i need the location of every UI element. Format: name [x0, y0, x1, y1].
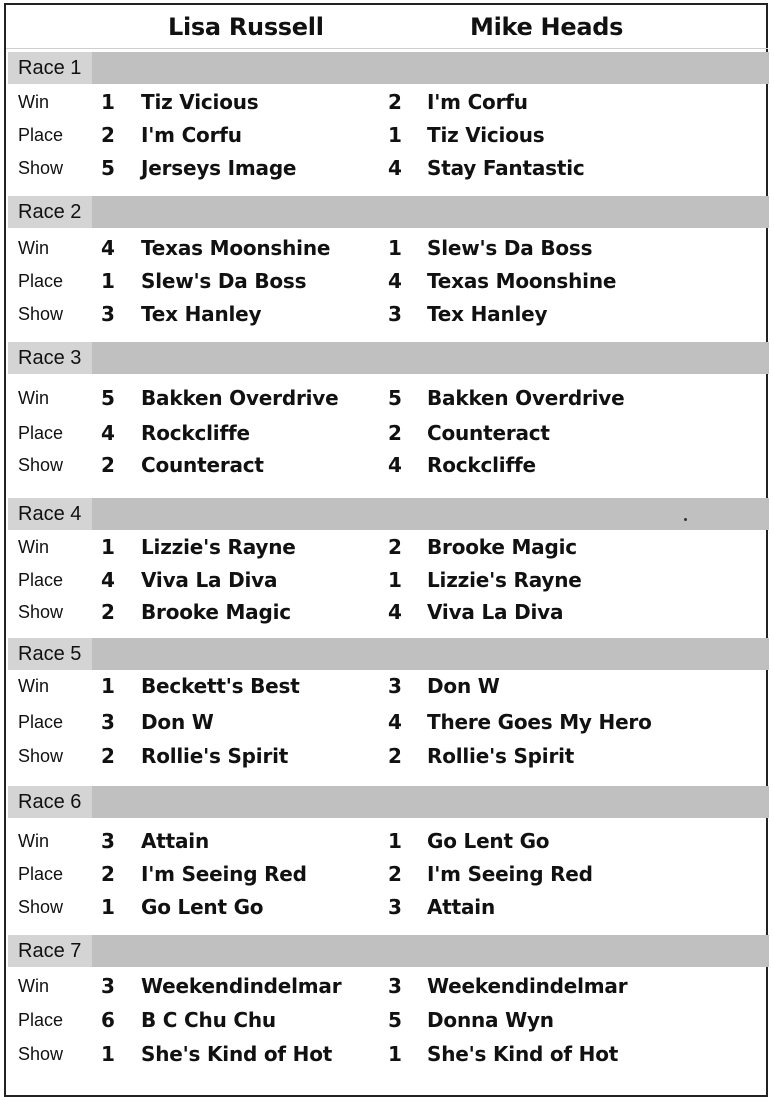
player2-number: 3 — [388, 895, 402, 919]
position-label: Win — [18, 676, 49, 696]
pick-row — [0, 1039, 774, 1069]
player2-horse: Tex Hanley — [427, 302, 548, 326]
player1-horse: Counteract — [141, 453, 264, 477]
player2-horse: Weekendindelmar — [427, 974, 628, 998]
player1-number: 3 — [101, 974, 115, 998]
player1-horse: Tex Hanley — [141, 302, 262, 326]
race-label: Race 5 — [8, 638, 92, 670]
player2-number: 4 — [388, 156, 402, 180]
position-label: Show — [18, 1044, 64, 1064]
race-header-bar — [8, 196, 769, 228]
pick-row — [0, 153, 774, 183]
player1-horse: Jerseys Image — [141, 156, 297, 180]
pick-row — [0, 859, 774, 889]
player2-horse: Donna Wyn — [427, 1008, 554, 1032]
position-label: Place — [18, 271, 64, 291]
position-label: Place — [18, 423, 64, 443]
player1-horse: Weekendindelmar — [141, 974, 342, 998]
race-header-bar — [8, 638, 769, 670]
player1-number: 3 — [101, 710, 115, 734]
position-label: Show — [18, 602, 64, 622]
player2-horse: I'm Seeing Red — [427, 862, 593, 886]
player1-number: 4 — [101, 421, 115, 445]
position-label: Win — [18, 537, 49, 557]
column-header-mike-heads: Mike Heads — [470, 13, 624, 41]
position-label: Place — [18, 864, 64, 884]
player1-horse: Don W — [141, 710, 214, 734]
player1-number: 6 — [101, 1008, 115, 1032]
player2-horse: Attain — [427, 895, 495, 919]
player2-horse: She's Kind of Hot — [427, 1042, 619, 1066]
player2-horse: Tiz Vicious — [427, 123, 545, 147]
player1-horse: Bakken Overdrive — [141, 386, 339, 410]
position-label: Win — [18, 831, 49, 851]
race-label: Race 2 — [8, 196, 92, 228]
race-header-bar — [8, 935, 769, 967]
player2-number: 1 — [388, 568, 402, 592]
pick-row — [0, 532, 774, 562]
player2-number: 2 — [388, 90, 402, 114]
race-label: Race 1 — [8, 52, 92, 84]
pick-row — [0, 120, 774, 150]
pick-row — [0, 597, 774, 627]
pick-row — [0, 892, 774, 922]
pick-row — [0, 741, 774, 771]
race-header-bar — [8, 52, 769, 84]
pick-row — [0, 233, 774, 263]
player1-horse: Tiz Vicious — [141, 90, 259, 114]
player1-horse: B C Chu Chu — [141, 1008, 276, 1032]
player1-number: 3 — [101, 829, 115, 853]
position-label: Win — [18, 92, 49, 112]
player1-number: 1 — [101, 269, 115, 293]
pick-row — [0, 87, 774, 117]
player2-number: 4 — [388, 453, 402, 477]
position-label: Show — [18, 304, 64, 324]
player1-number: 2 — [101, 453, 115, 477]
race-header-bar — [8, 342, 769, 374]
player2-number: 5 — [388, 1008, 402, 1032]
player2-number: 1 — [388, 1042, 402, 1066]
player1-number: 2 — [101, 123, 115, 147]
player2-horse: Slew's Da Boss — [427, 236, 593, 260]
player1-number: 1 — [101, 1042, 115, 1066]
player1-number: 5 — [101, 156, 115, 180]
column-header-lisa-russell: Lisa Russell — [168, 13, 324, 41]
player2-horse: Brooke Magic — [427, 535, 577, 559]
player1-number: 2 — [101, 862, 115, 886]
position-label: Place — [18, 125, 64, 145]
player1-number: 1 — [101, 535, 115, 559]
player2-horse: Go Lent Go — [427, 829, 550, 853]
player2-number: 3 — [388, 974, 402, 998]
player2-horse: Rockcliffe — [427, 453, 536, 477]
player2-horse: Texas Moonshine — [427, 269, 617, 293]
player2-horse: Counteract — [427, 421, 550, 445]
pick-row — [0, 266, 774, 296]
player1-number: 3 — [101, 302, 115, 326]
player1-horse: Slew's Da Boss — [141, 269, 307, 293]
player2-number: 2 — [388, 744, 402, 768]
player1-horse: Lizzie's Rayne — [141, 535, 296, 559]
player2-number: 4 — [388, 600, 402, 624]
player2-horse: Don W — [427, 674, 500, 698]
player2-number: 5 — [388, 386, 402, 410]
player1-horse: Rockcliffe — [141, 421, 250, 445]
header-divider — [6, 48, 768, 49]
player1-number: 4 — [101, 568, 115, 592]
player1-horse: I'm Corfu — [141, 123, 242, 147]
player2-number: 3 — [388, 674, 402, 698]
player2-number: 1 — [388, 236, 402, 260]
player2-number: 3 — [388, 302, 402, 326]
position-label: Place — [18, 712, 64, 732]
race-label: Race 7 — [8, 935, 92, 967]
player1-horse: Rollie's Spirit — [141, 744, 289, 768]
player2-horse: Viva La Diva — [427, 600, 564, 624]
player1-number: 4 — [101, 236, 115, 260]
pick-row — [0, 450, 774, 480]
player1-number: 1 — [101, 895, 115, 919]
pick-row — [0, 565, 774, 595]
position-label: Win — [18, 976, 49, 996]
race-label: Race 4 — [8, 498, 92, 530]
pick-row — [0, 826, 774, 856]
position-label: Win — [18, 238, 49, 258]
position-label: Win — [18, 388, 49, 408]
player1-number: 2 — [101, 600, 115, 624]
player2-horse: Lizzie's Rayne — [427, 568, 582, 592]
player1-number: 2 — [101, 744, 115, 768]
pick-row — [0, 671, 774, 701]
player1-horse: Viva La Diva — [141, 568, 278, 592]
position-label: Show — [18, 158, 64, 178]
pick-row — [0, 299, 774, 329]
pick-row — [0, 418, 774, 448]
player1-horse: She's Kind of Hot — [141, 1042, 333, 1066]
player2-horse: Rollie's Spirit — [427, 744, 575, 768]
race-header-bar — [8, 498, 769, 530]
player1-horse: Beckett's Best — [141, 674, 300, 698]
player1-number: 1 — [101, 90, 115, 114]
position-label: Show — [18, 897, 64, 917]
player1-horse: Texas Moonshine — [141, 236, 331, 260]
player1-number: 1 — [101, 674, 115, 698]
player1-horse: I'm Seeing Red — [141, 862, 307, 886]
player2-horse: There Goes My Hero — [427, 710, 652, 734]
pick-row — [0, 383, 774, 413]
player2-number: 1 — [388, 123, 402, 147]
player2-number: 2 — [388, 862, 402, 886]
player1-horse: Attain — [141, 829, 209, 853]
player1-number: 5 — [101, 386, 115, 410]
race-header-bar — [8, 786, 769, 818]
player2-horse: Bakken Overdrive — [427, 386, 625, 410]
race-label: Race 6 — [8, 786, 92, 818]
position-label: Place — [18, 570, 64, 590]
position-label: Place — [18, 1010, 64, 1030]
race-label: Race 3 — [8, 342, 92, 374]
player1-horse: Brooke Magic — [141, 600, 291, 624]
player2-number: 1 — [388, 829, 402, 853]
stray-dot — [684, 518, 687, 521]
player1-horse: Go Lent Go — [141, 895, 264, 919]
player2-horse: I'm Corfu — [427, 90, 528, 114]
player2-number: 2 — [388, 535, 402, 559]
position-label: Show — [18, 746, 64, 766]
pick-row — [0, 971, 774, 1001]
player2-number: 4 — [388, 269, 402, 293]
pick-row — [0, 707, 774, 737]
player2-horse: Stay Fantastic — [427, 156, 585, 180]
pick-row — [0, 1005, 774, 1035]
player2-number: 4 — [388, 710, 402, 734]
player2-number: 2 — [388, 421, 402, 445]
position-label: Show — [18, 455, 64, 475]
